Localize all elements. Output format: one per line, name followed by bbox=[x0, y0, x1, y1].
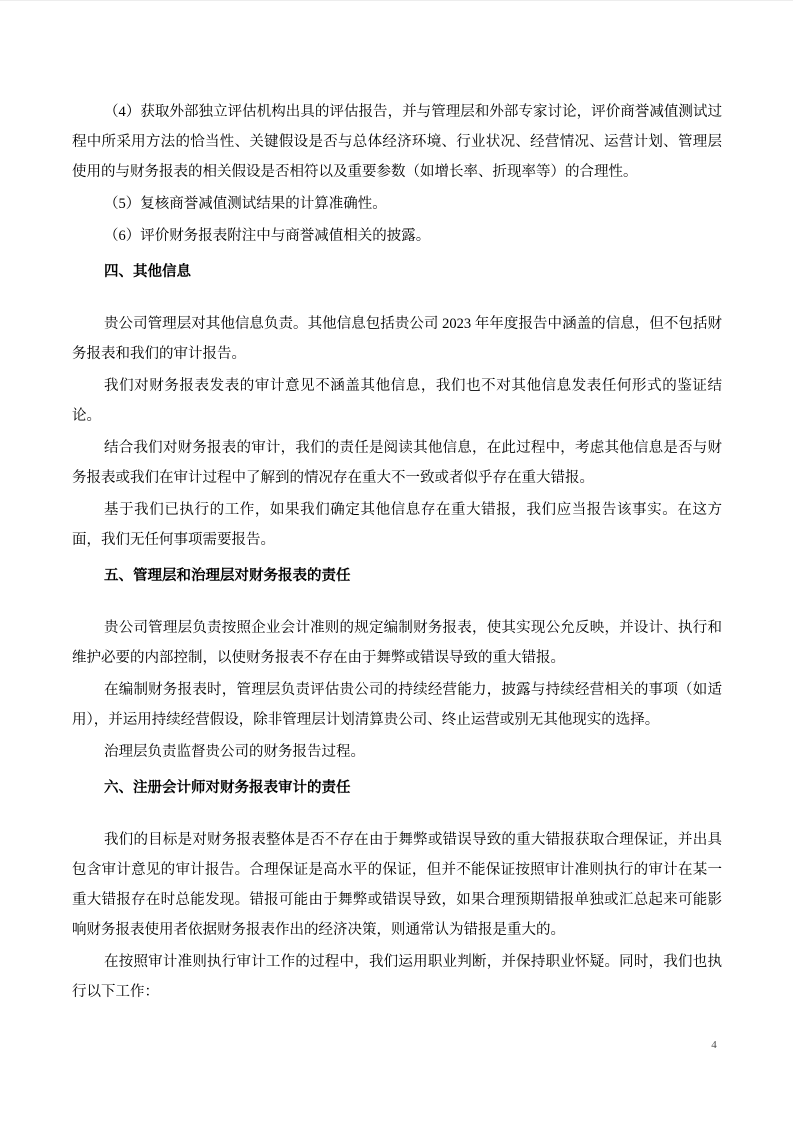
para-auditor-objective: 我们的目标是对财务报表整体是否不存在由于舞弊或错误导致的重大错报获取合理保证，并出具包含审计意见的审计报告。合理保证是高水平的保证，但并不能保证按照审计准则执行的审计在某一重大错报存在时总能发现。错报可能由于舞弊或错误导致，如果合理预期错报单独或汇总起来可能影响财务报表使用者依据财务报表作出的经济决策，则通常认为错报是重大的。 bbox=[72, 832, 722, 938]
para-governance-oversight: 治理层负责监督贵公司的财务报告过程。 bbox=[104, 744, 365, 760]
audit-procedure-item-5: （5）复核商誉减值测试结果的计算准确性。 bbox=[104, 196, 387, 212]
para-other-info-responsibility: 贵公司管理层对其他信息负责。其他信息包括贵公司 2023 年年度报告中涵盖的信息，但不包括财务报表和我们的审计报告。 bbox=[72, 316, 722, 362]
para-other-info-opinion-scope: 我们对财务报表发表的审计意见不涵盖其他信息，我们也不对其他信息发表任何形式的鉴证结论。 bbox=[72, 378, 722, 424]
para-mgmt-going-concern: 在编制财务报表时，管理层负责评估贵公司的持续经营能力，披露与持续经营相关的事项（如适用），并运用持续经营假设，除非管理层计划清算贵公司、终止运营或别无其他现实的选择。 bbox=[72, 682, 722, 728]
para-mgmt-prepare-statements: 贵公司管理层负责按照企业会计准则的规定编制财务报表，使其实现公允反映，并设计、执行和维护必要的内部控制，以使财务报表不存在由于舞弊或错误导致的重大错报。 bbox=[72, 620, 722, 666]
section-heading-management-responsibility: 五、管理层和治理层对财务报表的责任 bbox=[104, 568, 351, 584]
audit-procedure-item-4: （4）获取外部独立评估机构出具的评估报告，并与管理层和外部专家讨论，评价商誉减值测试过程中所采用方法的恰当性、关键假设是否与总体经济环境、行业状况、经营情况、运营计划、管理层使用的与财务报表的相关假设是否相符以及重要参数（如增长率、折现率等）的合理性。 bbox=[72, 104, 722, 180]
section-heading-other-information: 四、其他信息 bbox=[104, 264, 191, 280]
para-other-info-reading-duty: 结合我们对财务报表的审计，我们的责任是阅读其他信息，在此过程中，考虑其他信息是否与财务报表或我们在审计过程中了解到的情况存在重大不一致或者似乎存在重大错报。 bbox=[72, 440, 722, 486]
audit-procedure-item-6: （6）评价财务报表附注中与商誉减值相关的披露。 bbox=[104, 228, 431, 244]
page-content bbox=[72, 97, 722, 1009]
para-other-info-report-fact: 基于我们已执行的工作，如果我们确定其他信息存在重大错报，我们应当报告该事实。在这方面，我们无任何事项需要报告。 bbox=[72, 502, 722, 548]
page-number: 4 bbox=[711, 1039, 717, 1051]
para-auditor-professional-judgment: 在按照审计准则执行审计工作的过程中，我们运用职业判断，并保持职业怀疑。同时，我们也执行以下工作： bbox=[72, 954, 722, 1000]
section-heading-auditor-responsibility: 六、注册会计师对财务报表审计的责任 bbox=[104, 780, 351, 796]
